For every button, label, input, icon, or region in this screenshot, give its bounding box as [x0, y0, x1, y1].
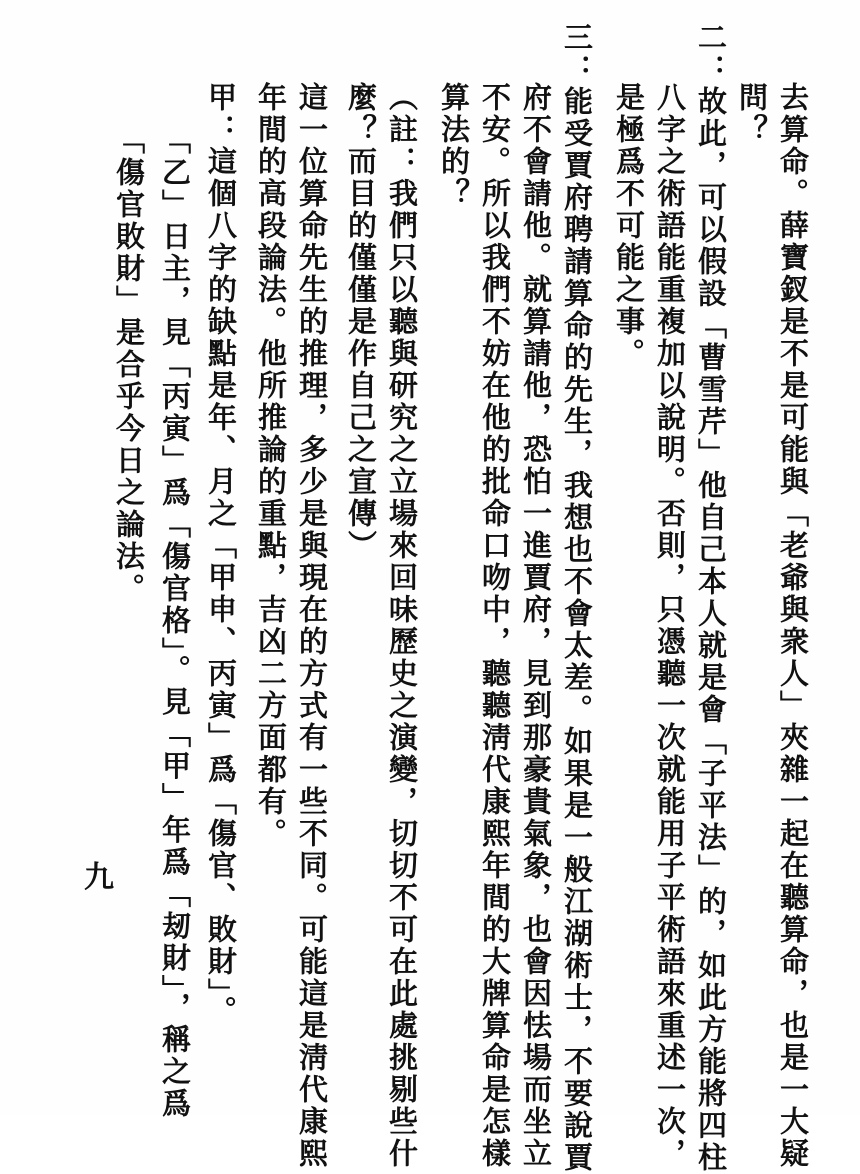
- text-column: （註：我們只以聽與研究之立場來回味歷史之演變，切切不可在此處挑剔些什: [385, 82, 419, 1170]
- text-column: 年間的高段論法。他所推論的重點，吉凶二方面都有。: [254, 82, 288, 850]
- text-column: 是極爲不可能之事。: [612, 82, 646, 370]
- text-column: 三：能受賈府聘請算命的先生，我想也不會太差。如果是一般江湖術士，不要說賈: [560, 22, 594, 1174]
- text-column: 八字之術語能重複加以說明。否則，只憑聽一次就能用子平術語來重述一次，: [653, 82, 687, 1170]
- text-column: 甲：這個八字的缺點是年、月之「甲申、丙寅」爲「傷官、敗財」。: [204, 82, 238, 1028]
- text-column: 「傷官敗財」是合乎今日之論法。: [112, 125, 146, 605]
- text-column: 「乙」日主，見「丙寅」爲「傷官格」。見「甲」年爲「刼財」，稱之爲: [158, 125, 192, 1120]
- text-column: 去算命。薛寶釵是不是可能與「老爺與衆人」夾雜一起在聽算命，也是一大疑: [776, 82, 810, 1170]
- text-column: 二：故此，可以假設「曹雪芹」他自己本人就是會「子平法」的，如此方能將四柱: [694, 22, 728, 1174]
- text-column: 問？: [735, 82, 769, 146]
- text-column: 府不會請他。就算請他，恐怕一進賈府，見到那豪貴氣象，也會因怯場而坐立: [519, 82, 553, 1170]
- text-column: 這一位算命先生的推理，多少是與現在的方式有一些不同。可能這是淸代康熙: [295, 82, 329, 1170]
- text-column: 算法的？: [437, 82, 471, 210]
- text-column: 麼？而目的僅僅是作自己之宣傳）: [344, 82, 378, 562]
- text-column: 不安。所以我們不妨在他的批命口吻中，聽聽淸代康熙年間的大牌算命是怎樣: [478, 82, 512, 1170]
- page-number: 九: [84, 860, 114, 895]
